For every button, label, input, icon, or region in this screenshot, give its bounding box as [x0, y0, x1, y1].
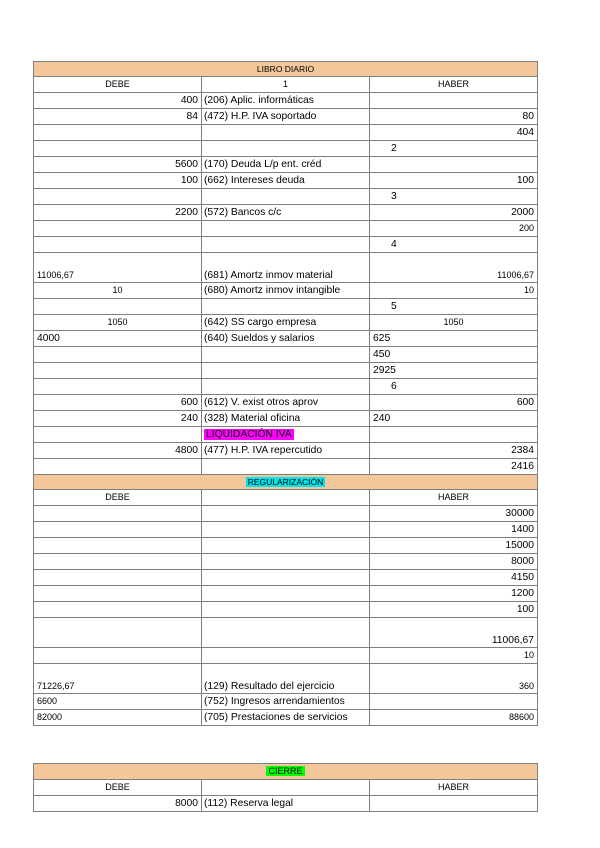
cierre-left: (112) Reserva legal	[204, 798, 294, 809]
liquidacion-body	[34, 443, 538, 475]
concept-cell	[202, 173, 370, 189]
debe-cell	[34, 237, 202, 253]
haber-cell: 2925	[370, 363, 538, 379]
haber-cell: 100	[370, 602, 538, 618]
haber-cell: 10	[370, 648, 538, 664]
debit-account: (681) Amortz inmov material	[204, 270, 333, 281]
concept-cell	[202, 522, 370, 538]
concept-cell	[202, 315, 370, 331]
journal-row	[34, 315, 538, 331]
debe-cell	[34, 554, 202, 570]
haber-cell: 11006,67	[370, 253, 538, 283]
journal-row	[34, 173, 538, 189]
prest-row	[34, 710, 538, 726]
journal-row	[34, 395, 538, 411]
concept-cell	[202, 157, 370, 173]
concept-cell	[202, 459, 370, 475]
journal-row	[34, 363, 538, 379]
regularizacion-row	[34, 602, 538, 618]
prest-debe: 82000	[34, 710, 202, 726]
libro-diario-body	[34, 93, 538, 427]
debe-cell	[34, 221, 202, 237]
journal-row	[34, 125, 538, 141]
journal-row	[34, 459, 538, 475]
debit-account	[202, 363, 369, 378]
haber-cell: 10	[370, 283, 538, 299]
debe-cell	[34, 363, 202, 379]
cierre-debe: 8000	[34, 796, 202, 812]
entry-number: 4	[202, 237, 370, 253]
haber-cell	[370, 157, 538, 173]
haber-cell: 8000	[370, 554, 538, 570]
debe-cell: 400	[34, 93, 202, 109]
concept-cell	[202, 648, 370, 664]
debe-cell	[34, 648, 202, 664]
entry-number: 5	[202, 299, 370, 315]
debit-account: (170) Deuda L/p ent. créd	[204, 159, 322, 170]
debit-account	[202, 221, 369, 236]
concept-cell	[202, 253, 370, 283]
debe-cell: 5600	[34, 157, 202, 173]
concept-cell	[202, 554, 370, 570]
journal-row	[34, 331, 538, 347]
haber-cell: 100	[370, 173, 538, 189]
haber-cell: 11006,67	[370, 618, 538, 648]
reg-haber-header: HABER	[370, 490, 538, 506]
regularizacion-row	[34, 618, 538, 648]
haber-cell: 4150	[370, 570, 538, 586]
reg-debe-header: DEBE	[34, 490, 202, 506]
debe-cell	[34, 586, 202, 602]
concept-cell	[202, 506, 370, 522]
prest-left: (705) Prestaciones de servicios	[204, 712, 348, 723]
concept-cell	[202, 109, 370, 125]
journal-row	[34, 157, 538, 173]
entry-number: 1	[202, 77, 370, 93]
regularizacion-row	[34, 506, 538, 522]
haber-cell: 80	[370, 109, 538, 125]
regularizacion-row	[34, 538, 538, 554]
concept-cell	[202, 331, 370, 347]
debe-cell	[34, 189, 202, 205]
cierre-title: CIERRE	[268, 766, 303, 776]
journal-row	[34, 347, 538, 363]
concept-cell	[202, 602, 370, 618]
ingresos-left: (752) Ingresos arrendamientos	[204, 696, 345, 707]
debit-account: (680) Amortz inmov intangible	[204, 285, 341, 296]
libro-diario-title: LIBRO DIARIO	[34, 62, 538, 77]
regularizacion-row	[34, 648, 538, 664]
regularizacion-row	[34, 570, 538, 586]
debe-cell	[34, 125, 202, 141]
entry-number-row	[34, 189, 538, 205]
journal-row	[34, 253, 538, 283]
debe-cell	[34, 299, 202, 315]
concept-cell	[202, 538, 370, 554]
haber-cell: 15000	[370, 538, 538, 554]
liquidacion-iva-label: LIQUIDACIÓN IVA	[206, 429, 292, 440]
debe-cell: 10	[34, 283, 202, 299]
debit-account: (642) SS cargo empresa	[204, 317, 317, 328]
entry-number: 6	[202, 379, 370, 395]
concept-cell	[202, 411, 370, 427]
regularizacion-body	[34, 506, 538, 664]
concept-cell	[202, 125, 370, 141]
concept-cell	[202, 205, 370, 221]
debe-cell	[34, 141, 202, 157]
entry-number: 3	[202, 189, 370, 205]
debit-account: (640) Sueldos y salarios	[204, 333, 315, 344]
debe-cell	[34, 379, 202, 395]
cierre-haber-header: HABER	[370, 780, 538, 796]
debit-account: (662) Intereses deuda	[204, 175, 305, 186]
debe-cell	[34, 538, 202, 554]
haber-cell: 2000	[370, 205, 538, 221]
entry-number-row	[34, 237, 538, 253]
debe-cell: 11006,67	[34, 253, 202, 283]
debe-cell: 4800	[34, 443, 202, 459]
haber-header: HABER	[370, 77, 538, 93]
debit-account: (206) Aplic. informáticas	[204, 95, 314, 106]
haber-cell: 625	[370, 331, 538, 347]
concept-cell	[202, 586, 370, 602]
debe-header: DEBE	[34, 77, 202, 93]
journal-row	[34, 109, 538, 125]
entry-number-row	[34, 379, 538, 395]
debit-account: (472) H.P. IVA soportado	[204, 111, 317, 122]
concept-cell	[202, 395, 370, 411]
concept-cell	[202, 570, 370, 586]
concept-cell	[202, 283, 370, 299]
debe-cell	[34, 618, 202, 648]
haber-cell: 450	[370, 347, 538, 363]
cierre-row	[34, 796, 538, 812]
journal-row	[34, 221, 538, 237]
concept-cell	[202, 443, 370, 459]
debe-cell: 600	[34, 395, 202, 411]
debe-cell	[34, 602, 202, 618]
debit-account	[202, 125, 369, 140]
result-debe: 71226,67	[34, 664, 202, 694]
journal-row	[34, 411, 538, 427]
concept-cell	[202, 347, 370, 363]
haber-cell: 600	[370, 395, 538, 411]
debe-cell	[34, 347, 202, 363]
entry-number-row	[34, 141, 538, 157]
result-haber: 360	[370, 664, 538, 694]
haber-cell: 240	[370, 411, 538, 427]
journal-row	[34, 283, 538, 299]
haber-cell: 200	[370, 221, 538, 237]
debit-account	[202, 459, 369, 474]
debit-account: (612) V. exist otros aprov	[204, 397, 319, 408]
regularizacion-row	[34, 586, 538, 602]
haber-cell: 2416	[370, 459, 538, 475]
regularizacion-row	[34, 554, 538, 570]
entry-number-row	[34, 299, 538, 315]
journal-row	[34, 205, 538, 221]
haber-cell: 1050	[370, 315, 538, 331]
debe-cell	[34, 459, 202, 475]
concept-cell	[202, 221, 370, 237]
regularizacion-row	[34, 522, 538, 538]
debe-cell	[34, 570, 202, 586]
debit-account	[202, 347, 369, 362]
debe-cell: 100	[34, 173, 202, 189]
debe-cell: 240	[34, 411, 202, 427]
concept-cell	[202, 363, 370, 379]
ingresos-row	[34, 694, 538, 710]
entry-number: 2	[202, 141, 370, 157]
result-row	[34, 664, 538, 694]
debe-cell: 1050	[34, 315, 202, 331]
debe-cell	[34, 522, 202, 538]
haber-cell: 2384	[370, 443, 538, 459]
libro-diario-table	[33, 61, 538, 726]
cierre-table	[33, 763, 538, 812]
journal-row	[34, 443, 538, 459]
haber-cell	[370, 93, 538, 109]
haber-cell: 30000	[370, 506, 538, 522]
debe-cell: 84	[34, 109, 202, 125]
concept-cell	[202, 93, 370, 109]
debe-cell: 2200	[34, 205, 202, 221]
haber-cell: 1200	[370, 586, 538, 602]
debit-account: (328) Material oficina	[204, 413, 301, 424]
cierre-debe-header: DEBE	[34, 780, 202, 796]
regularizacion-title: REGULARIZACIÓN	[247, 477, 324, 487]
haber-cell: 1400	[370, 522, 538, 538]
ingresos-debe: 6600	[34, 694, 202, 710]
concept-cell	[202, 618, 370, 648]
journal-row	[34, 93, 538, 109]
prest-haber: 88600	[370, 710, 538, 726]
debit-account: (477) H.P. IVA repercutido	[204, 445, 323, 456]
result-left: (129) Resultado del ejercicio	[204, 681, 335, 692]
haber-cell: 404	[370, 125, 538, 141]
debit-account: (572) Bancos c/c	[204, 207, 282, 218]
debe-cell	[34, 506, 202, 522]
debe-cell: 4000	[34, 331, 202, 347]
